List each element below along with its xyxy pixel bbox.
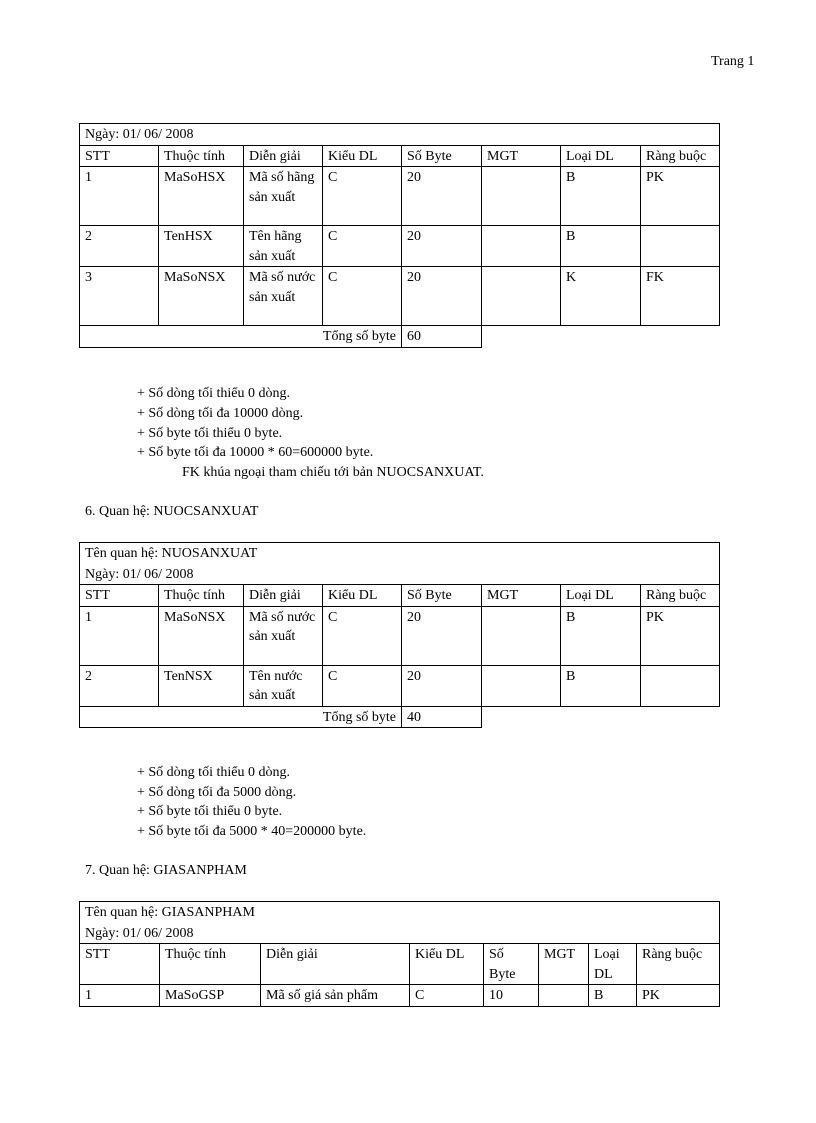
table-cell: C (323, 167, 402, 226)
table-cell: Mã số nước sản xuất (244, 606, 323, 665)
fk-note: FK khúa ngoại tham chiếu tới bản NUOCSANXUAT. (182, 465, 484, 480)
table-cell: B (561, 167, 641, 226)
note-line: + Số byte tối thiểu 0 byte. (137, 804, 283, 819)
header-cell: Thuộc tính (159, 145, 244, 167)
table-row (80, 267, 720, 326)
table-cell: Mã số nước sản xuất (244, 267, 323, 326)
table-cell: 2 (80, 226, 159, 267)
header-cell: MGT (539, 944, 589, 985)
note-line: + Số byte tối đa 5000 * 40=200000 byte. (137, 824, 367, 839)
note-line: + Số dòng tối đa 10000 dòng. (137, 406, 304, 421)
table-cell: PK (641, 167, 720, 226)
table-row (80, 226, 720, 267)
table-cell (539, 985, 589, 1007)
total-value: 60 (402, 326, 482, 348)
table-row (80, 606, 720, 665)
total-value: 40 (402, 706, 482, 728)
header-cell: Diễn giải (244, 585, 323, 607)
table-cell (641, 226, 720, 267)
table-cell: 1 (80, 985, 160, 1007)
table-cell: 1 (80, 167, 159, 226)
header-cell: Diễn giải (261, 944, 410, 985)
header-cell: Ràng buộc (641, 585, 720, 607)
table-cell: K (561, 267, 641, 326)
table-cell: 10 (484, 985, 539, 1007)
header-cell: Loại DL (561, 145, 641, 167)
note-line: + Số byte tối thiểu 0 byte. (137, 426, 283, 441)
table-cell (482, 226, 561, 267)
header-cell: Ràng buộc (641, 145, 720, 167)
table-header-row (80, 145, 720, 167)
table-cell: PK (637, 985, 720, 1007)
table-cell: 20 (402, 167, 482, 226)
note-line: + Số dòng tối thiểu 0 dòng. (137, 765, 290, 780)
table-cell: 20 (402, 267, 482, 326)
table-cell: C (323, 267, 402, 326)
table-row (80, 665, 720, 706)
table-cell: C (410, 985, 484, 1007)
table-cell (641, 665, 720, 706)
table-cell: Mã số giá sản phẩm (261, 985, 410, 1007)
table-cell: 20 (402, 606, 482, 665)
header-cell: Loại DL (589, 944, 637, 985)
table-cell: MaSoNSX (159, 267, 244, 326)
table-date: Ngày: 01/ 06/ 2008 (80, 124, 720, 146)
section-title: 6. Quan hệ: NUOCSANXUAT (85, 504, 259, 519)
header-cell: Thuộc tính (159, 585, 244, 607)
total-label: Tổng số byte (80, 706, 402, 728)
table-cell (482, 267, 561, 326)
table-cell: TenHSX (159, 226, 244, 267)
header-cell: Số Byte (484, 944, 539, 985)
relation-name: Tên quan hệ: GIASANPHAM (80, 902, 720, 923)
header-cell: Kiểu DL (323, 585, 402, 607)
header-cell: Số Byte (402, 145, 482, 167)
table-cell: C (323, 226, 402, 267)
table-cell (482, 665, 561, 706)
header-cell: MGT (482, 585, 561, 607)
table-row (80, 985, 720, 1007)
table-cell: FK (641, 267, 720, 326)
note-line: + Số byte tối đa 10000 * 60=600000 byte. (137, 445, 374, 460)
header-cell: STT (80, 585, 159, 607)
note-line: + Số dòng tối thiểu 0 dòng. (137, 386, 290, 401)
table-cell: Tên nước sản xuất (244, 665, 323, 706)
note-line: + Số dòng tối đa 5000 dòng. (137, 785, 297, 800)
table-hangsanxuat (79, 123, 720, 348)
table-cell: B (589, 985, 637, 1007)
relation-name: Tên quan hệ: NUOSANXUAT (80, 543, 720, 564)
header-cell: STT (80, 145, 159, 167)
table-cell: MaSoNSX (159, 606, 244, 665)
table-cell: Tên hãng sản xuất (244, 226, 323, 267)
header-cell: Diễn giải (244, 145, 323, 167)
total-row (80, 706, 720, 728)
table-cell: Mã số hãng sản xuất (244, 167, 323, 226)
table-cell: C (323, 665, 402, 706)
header-cell: Kiểu DL (323, 145, 402, 167)
total-label: Tổng số byte (80, 326, 402, 348)
table-cell: 1 (80, 606, 159, 665)
table-cell: C (323, 606, 402, 665)
header-cell: MGT (482, 145, 561, 167)
table-cell: B (561, 226, 641, 267)
table-cell: B (561, 606, 641, 665)
table-nuocsanxuat (79, 542, 720, 728)
table-cell: 20 (402, 665, 482, 706)
header-cell: Loại DL (561, 585, 641, 607)
table-giasanpham (79, 901, 720, 1007)
table-header-row (80, 944, 720, 985)
header-cell: Kiểu DL (410, 944, 484, 985)
table-cell: MaSoHSX (159, 167, 244, 226)
total-row (80, 326, 720, 348)
header-cell: Ràng buộc (637, 944, 720, 985)
table-cell: MaSoGSP (160, 985, 261, 1007)
table-date: Ngày: 01/ 06/ 2008 (80, 564, 720, 585)
header-cell: Thuộc tính (160, 944, 261, 985)
table-cell (482, 606, 561, 665)
table-header-row (80, 585, 720, 607)
table-cell: 2 (80, 665, 159, 706)
table-cell (482, 167, 561, 226)
section-title: 7. Quan hệ: GIASANPHAM (85, 863, 247, 878)
table-cell: PK (641, 606, 720, 665)
table-cell: TenNSX (159, 665, 244, 706)
table-cell: 20 (402, 226, 482, 267)
header-cell: STT (80, 944, 160, 985)
table-cell: B (561, 665, 641, 706)
table-date: Ngày: 01/ 06/ 2008 (80, 923, 720, 944)
page-number: Trang 1 (711, 54, 755, 69)
header-cell: Số Byte (402, 585, 482, 607)
table-cell: 3 (80, 267, 159, 326)
table-row (80, 167, 720, 226)
